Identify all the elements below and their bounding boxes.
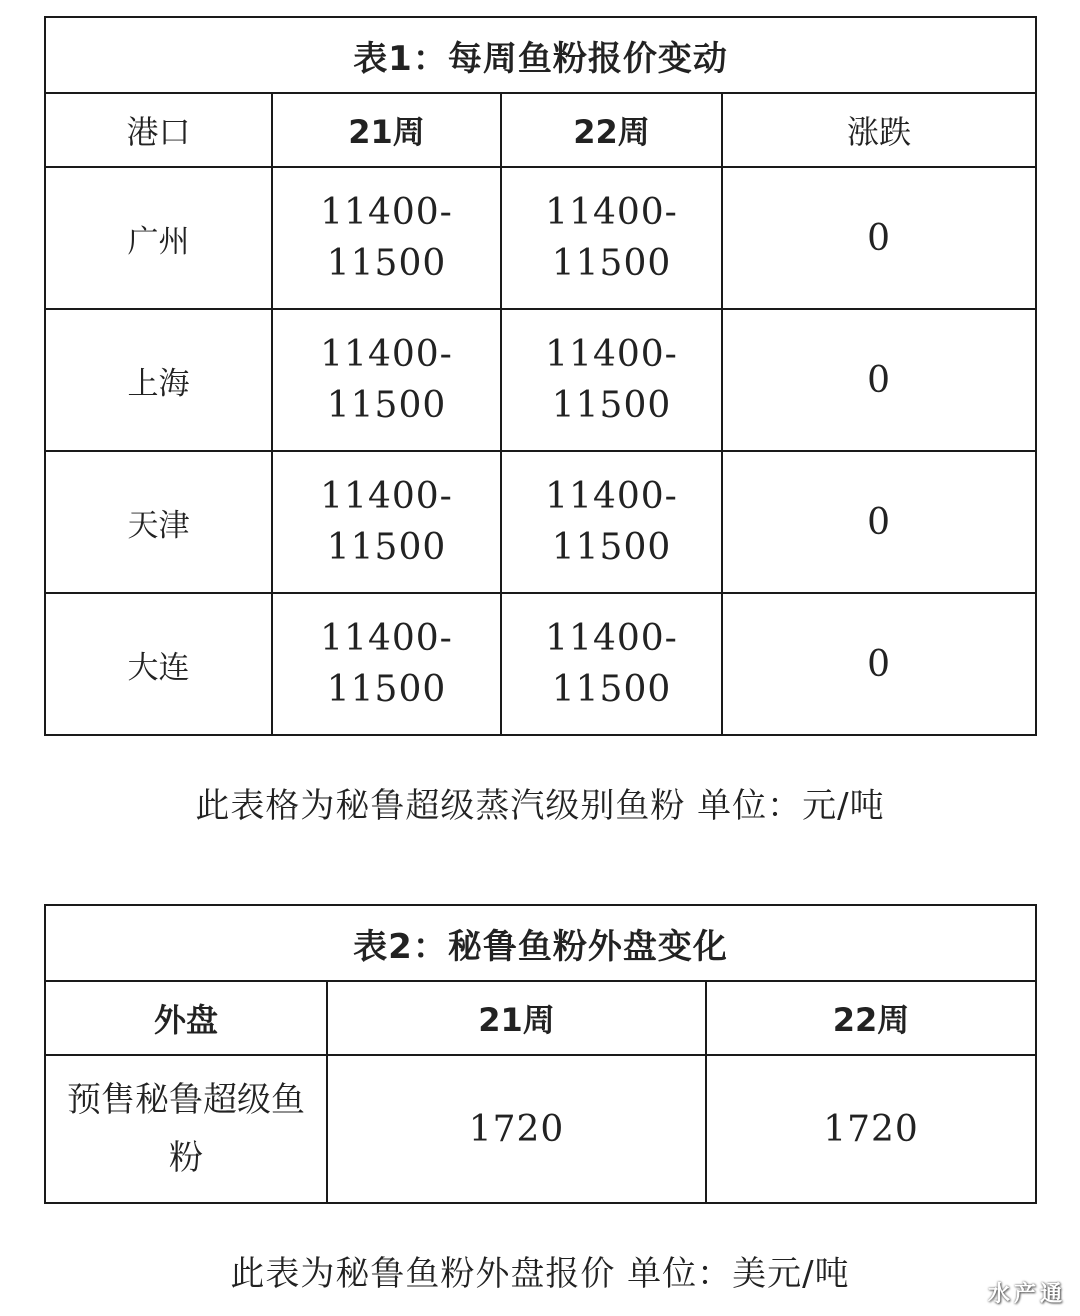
header-port: 港口 (45, 93, 272, 167)
week21-price: 1720 (327, 1055, 706, 1203)
week21-price: 11400-11500 (272, 309, 501, 451)
change-cell: 0 (722, 309, 1036, 451)
week22-price: 1720 (706, 1055, 1036, 1203)
table1-title: 表1：每周鱼粉报价变动 (45, 17, 1036, 93)
port-cell: 大连 (45, 593, 272, 735)
week22-price: 11400-11500 (501, 309, 722, 451)
change-cell: 0 (722, 167, 1036, 309)
change-cell: 0 (722, 451, 1036, 593)
header-week21: 21周 (272, 93, 501, 167)
watermark-logo: 水产通 (987, 1282, 1066, 1307)
week22-price: 11400-11500 (501, 167, 722, 309)
week21-price: 11400-11500 (272, 451, 501, 593)
weekly-fishmeal-price-table (44, 16, 1037, 736)
change-cell: 0 (722, 593, 1036, 735)
week22-price: 11400-11500 (501, 593, 722, 735)
port-cell: 广州 (45, 167, 272, 309)
port-cell: 上海 (45, 309, 272, 451)
week21-price: 11400-11500 (272, 167, 501, 309)
port-cell: 天津 (45, 451, 272, 593)
table-row (45, 1055, 1036, 1203)
header-external: 外盘 (45, 981, 327, 1055)
header-week21: 21周 (327, 981, 706, 1055)
table-row (45, 309, 1036, 451)
week21-price: 11400-11500 (272, 593, 501, 735)
table2-note: 此表为秘鲁鱼粉外盘报价 单位：美元/吨 (230, 1254, 850, 1294)
table2-title: 表2：秘鲁鱼粉外盘变化 (45, 905, 1036, 981)
table-row (45, 167, 1036, 309)
table-row (45, 593, 1036, 735)
product-label: 预售秘鲁超级鱼粉 (45, 1055, 327, 1203)
header-week22: 22周 (706, 981, 1036, 1055)
week22-price: 11400-11500 (501, 451, 722, 593)
peru-fishmeal-external-table (44, 904, 1037, 1204)
header-week22: 22周 (501, 93, 722, 167)
header-change: 涨跌 (722, 93, 1036, 167)
table1-note: 此表格为秘鲁超级蒸汽级别鱼粉 单位：元/吨 (195, 786, 885, 826)
table-row (45, 451, 1036, 593)
